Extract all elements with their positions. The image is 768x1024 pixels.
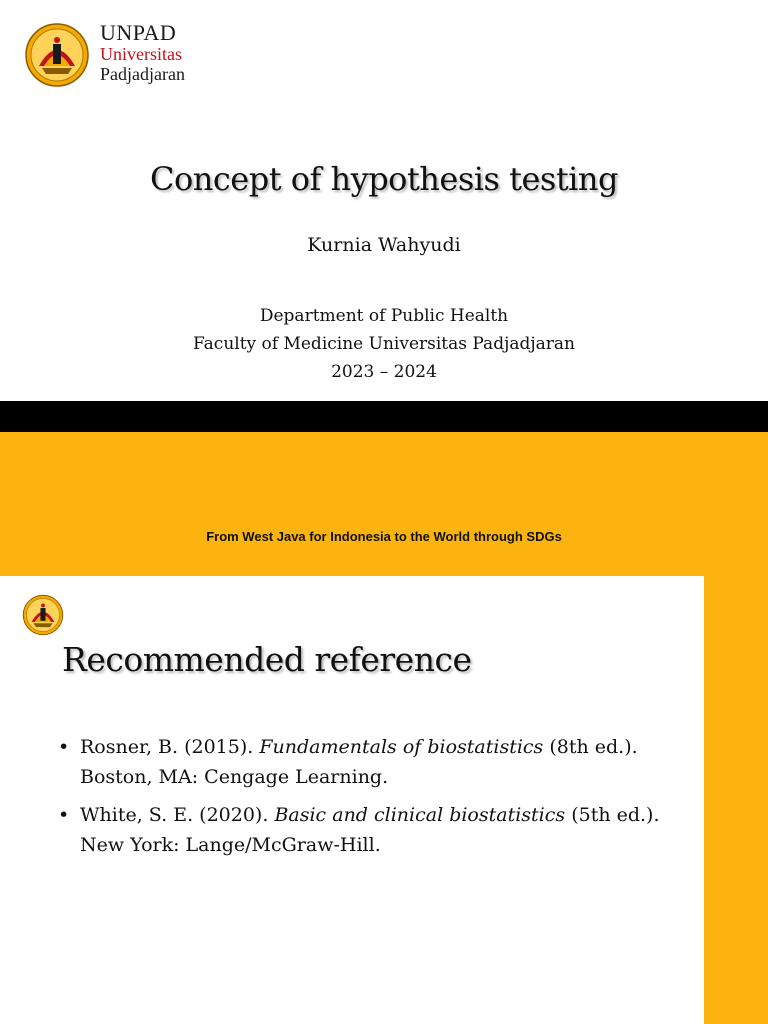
department-line: Department of Public Health bbox=[259, 306, 509, 326]
reference-text: (5th ed.). New York: Lange/McGraw-Hill. bbox=[80, 804, 660, 856]
bullet: • bbox=[58, 736, 70, 758]
brand-name: UNPAD bbox=[100, 20, 177, 45]
reference-text: (8th ed.). Boston, MA: Cengage Learning. bbox=[80, 736, 638, 788]
reference-text: Rosner, B. (2015). bbox=[80, 736, 260, 758]
reference-slide bbox=[0, 576, 768, 1024]
bullet: • bbox=[58, 804, 70, 826]
reference-book-title: Fundamentals of biostatistics bbox=[259, 736, 544, 758]
affiliation-block bbox=[0, 302, 768, 386]
reference-book-title: Basic and clinical biostatistics bbox=[274, 804, 566, 826]
slide-title: Recommended reference bbox=[62, 640, 472, 679]
yellow-side-bar bbox=[704, 576, 768, 1024]
unpad-seal-icon bbox=[22, 594, 64, 636]
slide-title: Concept of hypothesis testing bbox=[149, 160, 618, 198]
yellow-band bbox=[0, 432, 768, 576]
reference-text: White, S. E. (2020). bbox=[80, 804, 275, 826]
list-item bbox=[58, 800, 708, 860]
brand-line-universitas: Universitas bbox=[100, 44, 182, 64]
author-name: Kurnia Wahyudi bbox=[307, 234, 461, 256]
years-line: 2023 – 2024 bbox=[331, 362, 437, 382]
list-item bbox=[58, 732, 708, 792]
tagline: From West Java for Indonesia to the World through SDGs bbox=[206, 529, 562, 544]
black-band bbox=[0, 401, 768, 432]
faculty-line: Faculty of Medicine Universitas Padjadjaran bbox=[193, 334, 575, 354]
reference-list bbox=[58, 732, 708, 868]
university-wordmark bbox=[100, 22, 185, 83]
unpad-seal-icon bbox=[24, 22, 90, 88]
brand-line-padjadjaran: Padjadjaran bbox=[100, 64, 185, 84]
